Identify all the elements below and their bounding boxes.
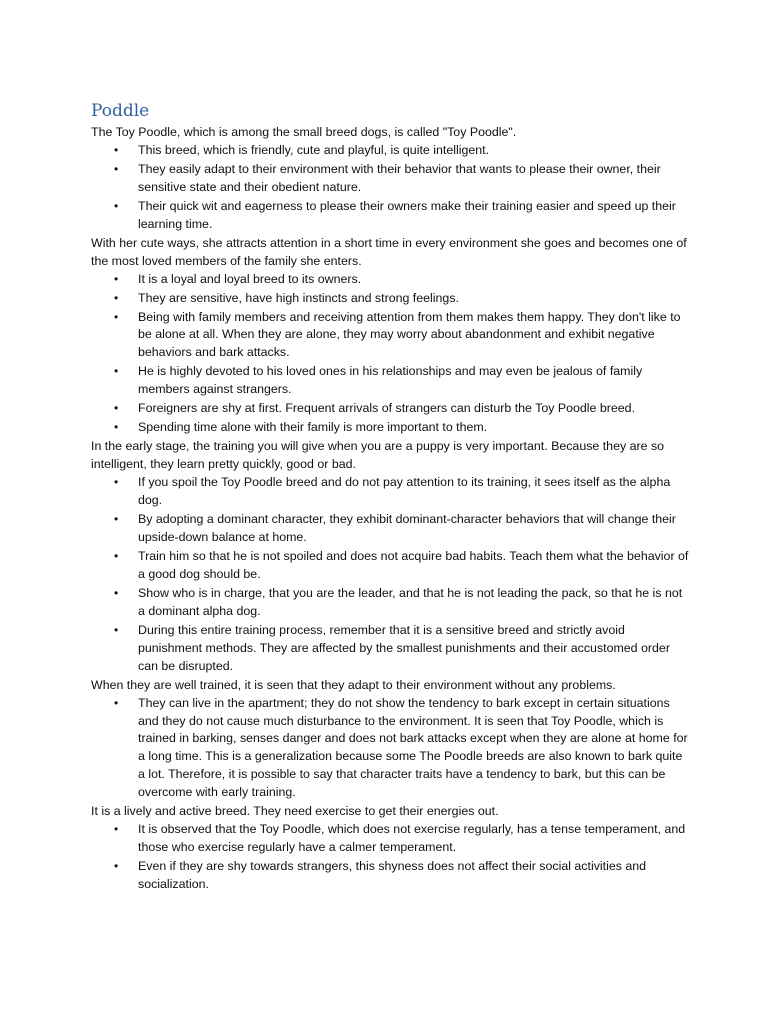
bullet-icon: •	[114, 309, 119, 324]
paragraph: The Toy Poodle, which is among the small breed dogs, is called "Toy Poodle".	[91, 125, 517, 139]
bullet-item	[91, 363, 691, 399]
bullet-icon: •	[114, 585, 119, 600]
bullet-item	[91, 622, 691, 676]
paragraph: It is a lively and active breed. They need exercise to get their energies out.	[91, 804, 499, 819]
bullet-item	[91, 858, 691, 894]
bullet-list	[91, 142, 691, 234]
bullet-icon: •	[114, 142, 119, 157]
bullet-icon: •	[114, 401, 119, 416]
bullet-text: Train him so that he is not spoiled and does not acquire bad habits. Teach them what the behavior of a good dog should be.	[138, 548, 689, 581]
bullet-icon: •	[114, 512, 119, 527]
bullet-text: If you spoil the Toy Poodle breed and do not pay attention to its training, it sees itself as the alpha dog.	[138, 475, 671, 508]
bullet-text: This breed, which is friendly, cute and playful, is quite intelligent.	[138, 142, 490, 157]
document-title: Poddle	[91, 101, 150, 121]
bullet-icon: •	[114, 271, 119, 286]
bullet-text: Their quick wit and eagerness to please their owners make their training easier and speed up their learning time.	[138, 198, 676, 231]
bullet-item	[91, 271, 691, 289]
bullet-icon: •	[114, 420, 119, 435]
bullet-item	[91, 142, 691, 160]
bullet-icon: •	[114, 695, 119, 710]
bullet-list	[91, 821, 691, 894]
bullet-text: Spending time alone with their family is more important to them.	[138, 420, 488, 435]
bullet-text: Even if they are shy towards strangers, this shyness does not affect their social activities and socialization.	[138, 859, 647, 892]
bullet-item	[91, 548, 691, 584]
bullet-text: Foreigners are shy at first. Frequent arrivals of strangers can disturb the Toy Poodle breed.	[138, 401, 636, 416]
bullet-text: By adopting a dominant character, they exhibit dominant-character behaviors that will change their upside-down balance at home.	[138, 512, 676, 544]
bullet-text: He is highly devoted to his loved ones in his relationships and may even be jealous of family members against strangers.	[138, 364, 643, 397]
bullet-icon: •	[114, 622, 119, 637]
bullet-text: They are sensitive, have high instincts and strong feelings.	[138, 290, 459, 305]
bullet-item	[91, 161, 691, 197]
document-blocks	[91, 124, 691, 894]
bullet-text: It is observed that the Toy Poodle, which does not exercise regularly, has a tense temperament, and those who exercise regularly have a calmer temperament.	[138, 822, 686, 855]
bullet-item	[91, 821, 691, 857]
bullet-text: During this entire training process, remember that it is a sensitive breed and strictly avoid punishment methods. They are affected by the smallest punishments and their accustomed order can be disrupted.	[138, 622, 670, 673]
bullet-item	[91, 400, 691, 418]
bullet-icon: •	[114, 290, 119, 305]
bullet-text: Show who is in charge, that you are the leader, and that he is not leading the pack, so that he is not a dominant alpha dog.	[138, 585, 683, 618]
bullet-text: They easily adapt to their environment with their behavior that wants to please their owner, their sensitive state and their obedient nature.	[138, 161, 661, 194]
bullet-item	[91, 585, 691, 621]
bullet-icon: •	[114, 198, 119, 213]
bullet-list	[91, 474, 691, 675]
bullet-item	[91, 309, 691, 363]
paragraph: With her cute ways, she attracts attention in a short time in every environment she goes and becomes one of the most loved members of the family she enters.	[91, 235, 687, 268]
bullet-item	[91, 198, 691, 234]
bullet-icon: •	[114, 548, 119, 563]
bullet-list	[91, 271, 691, 438]
bullet-item	[91, 290, 691, 308]
paragraph: When they are well trained, it is seen that they adapt to their environment without any problems.	[91, 677, 616, 692]
bullet-item	[91, 695, 691, 803]
paragraph: In the early stage, the training you will give when you are a puppy is very important. Because they are so intelligent, they learn pretty quickly, good or bad.	[91, 439, 665, 472]
bullet-icon: •	[114, 859, 119, 874]
bullet-icon: •	[114, 161, 119, 176]
bullet-icon: •	[114, 822, 119, 837]
bullet-list	[91, 695, 691, 803]
bullet-item	[91, 419, 691, 437]
bullet-text: It is a loyal and loyal breed to its owners.	[138, 271, 362, 286]
bullet-item	[91, 511, 691, 547]
bullet-icon: •	[114, 364, 119, 379]
bullet-text: Being with family members and receiving attention from them makes them happy. They don't like to be alone at all. When they are alone, they may worry about abandonment and exhibit negative behaviors and bark attacks.	[138, 309, 681, 360]
bullet-icon: •	[114, 475, 119, 490]
document-body	[91, 99, 691, 895]
bullet-text: They can live in the apartment; they do not show the tendency to bark except in certain situations and they do not cause much disturbance to the environment. It is seen that Toy Poodle, which is trained in barking, senses danger and does not bark attacks except when they are alone at home for a long time. This is a generalization because some The Poodle breeds are also known to bark quite a lot. Therefore, it is possible to say that character traits have a tendency to bark, but this can be overcome with early training.	[138, 695, 688, 800]
bullet-item	[91, 474, 691, 510]
